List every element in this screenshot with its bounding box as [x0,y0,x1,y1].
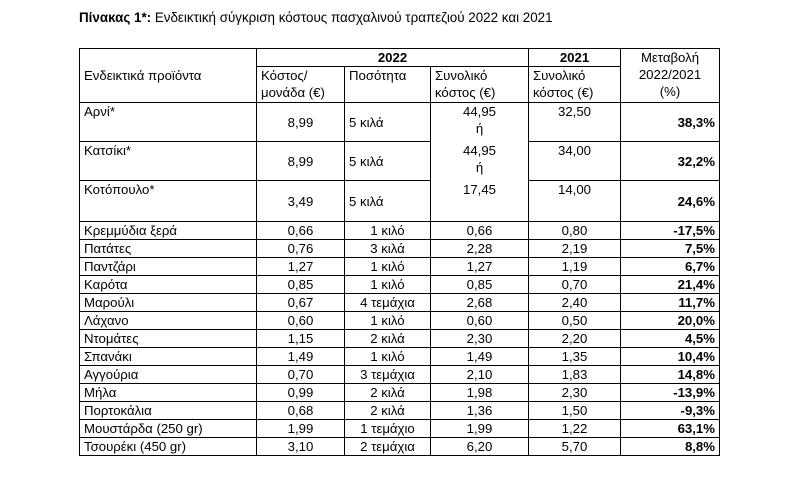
unit-cost-cell [257,103,345,142]
header-unit-cost-line1: Κόστος/ [261,68,308,83]
header-total-2021-line1: Συνολικό [533,68,586,83]
unit-cost-cell [257,142,345,181]
total-cell: 1,36 [431,402,529,420]
header-total-2022-line2: κόστος (€) [435,85,496,100]
product-cell: Μαρούλι [80,294,257,312]
total-value: 17,45 [462,181,496,197]
unit-cost-cell: 1,15 [257,330,345,348]
cost-comparison-table [79,48,720,456]
quantity-cell: 2 κιλά [345,330,431,348]
table-row [80,276,720,294]
table-row [80,294,720,312]
quantity-cell: 3 τεμάχια [345,366,431,384]
change-cell [621,142,720,181]
table-row [80,312,720,330]
product-cell: Παντζάρι [80,258,257,276]
header-total-2022 [431,67,529,103]
header-change-line2: 2022/2021 [638,67,702,82]
product-cell: Κατσίκι* [80,142,257,181]
product-cell: Τσουρέκι (450 gr) [80,438,257,456]
table-row [80,438,720,456]
header-2022: 2022 [257,49,529,67]
quantity-cell: 1 κιλό [345,276,431,294]
total-cell: 2,30 [431,330,529,348]
product-cell: Πατάτες [80,240,257,258]
table-row [80,240,720,258]
unit-cost-cell: 0,60 [257,312,345,330]
total-2021-cell: 1,22 [529,420,621,438]
table-row [80,142,720,181]
table-row [80,103,720,142]
change-cell: -17,5% [621,222,720,240]
change-cell: 4,5% [621,330,720,348]
product-cell: Αγγούρια [80,366,257,384]
unit-cost-cell: 0,67 [257,294,345,312]
total-or: ή [475,159,484,175]
unit-cost-value: 3,49 [287,193,314,209]
total-2021-cell: 0,80 [529,222,621,240]
quantity-value: 5 κιλά [349,193,384,209]
unit-cost-cell: 0,68 [257,402,345,420]
table-row [80,330,720,348]
quantity-cell: 4 τεμάχια [345,294,431,312]
total-cell: 1,98 [431,384,529,402]
product-cell: Αρνί* [80,103,257,142]
total-2021-cell: 2,19 [529,240,621,258]
table-row [80,348,720,366]
unit-cost-cell [257,181,345,222]
quantity-cell: 2 κιλά [345,384,431,402]
unit-cost-cell: 1,99 [257,420,345,438]
header-change-line3: (%) [659,84,681,99]
total-cell: 2,28 [431,240,529,258]
quantity-value: 5 κιλά [349,153,384,169]
total-cell: 1,99 [431,420,529,438]
table-caption [79,10,553,25]
caption-label: Πίνακας 1*: [79,10,152,25]
total-value: 44,95 [462,142,496,158]
change-cell [621,181,720,222]
product-cell: Ντομάτες [80,330,257,348]
unit-cost-cell: 0,85 [257,276,345,294]
total-2021-cell: 32,50 [529,103,621,142]
change-cell [621,103,720,142]
total-cell: 0,66 [431,222,529,240]
change-value: 32,2% [677,153,715,169]
unit-cost-cell: 1,27 [257,258,345,276]
quantity-cell [345,181,431,222]
quantity-cell: 1 κιλό [345,258,431,276]
total-cell [431,181,529,222]
total-2021-cell: 5,70 [529,438,621,456]
quantity-value: 5 κιλά [349,114,384,130]
product-cell: Σπανάκι [80,348,257,366]
product-cell: Λάχανο [80,312,257,330]
change-value: 24,6% [677,193,715,209]
header-quantity: Ποσότητα [345,67,431,103]
unit-cost-cell: 0,70 [257,366,345,384]
total-2021-cell: 1,35 [529,348,621,366]
unit-cost-value: 8,99 [287,153,314,169]
total-cell: 2,10 [431,366,529,384]
table-row [80,222,720,240]
change-cell: -13,9% [621,384,720,402]
total-2021-cell: 2,30 [529,384,621,402]
total-2021-cell: 0,50 [529,312,621,330]
change-cell: 21,4% [621,276,720,294]
product-cell: Κρεμμύδια ξερά [80,222,257,240]
header-total-2021-line2: κόστος (€) [533,85,594,100]
header-product: Ενδεικτικά προϊόντα [80,67,257,103]
unit-cost-cell: 0,66 [257,222,345,240]
table-row [80,384,720,402]
header-unit-cost-line2: μονάδα (€) [261,85,325,100]
total-2021-cell: 1,50 [529,402,621,420]
total-cell [431,103,529,142]
header-unit-cost [257,67,345,103]
table-row [80,366,720,384]
unit-cost-value: 8,99 [287,114,314,130]
table-row [80,258,720,276]
total-cell: 1,49 [431,348,529,366]
quantity-cell: 1 κιλό [345,348,431,366]
header-total-2021 [529,67,621,103]
change-cell: 6,7% [621,258,720,276]
product-cell: Πορτοκάλια [80,402,257,420]
total-or: ή [475,121,484,136]
table-row [80,181,720,222]
total-cell: 0,60 [431,312,529,330]
header-row-years [80,49,720,67]
change-value: 38,3% [677,114,715,130]
unit-cost-cell: 3,10 [257,438,345,456]
unit-cost-cell: 0,99 [257,384,345,402]
quantity-cell [345,103,431,142]
unit-cost-cell: 0,76 [257,240,345,258]
total-2021-cell: 1,19 [529,258,621,276]
header-total-2022-line1: Συνολικό [435,68,488,83]
total-value: 44,95 [462,104,496,119]
change-cell: 14,8% [621,366,720,384]
total-2021-cell: 0,70 [529,276,621,294]
total-2021-cell: 14,00 [529,181,621,222]
total-cell: 2,68 [431,294,529,312]
quantity-cell: 3 κιλά [345,240,431,258]
quantity-cell [345,142,431,181]
quantity-cell: 1 τεμάχιο [345,420,431,438]
change-cell: 11,7% [621,294,720,312]
total-cell: 0,85 [431,276,529,294]
unit-cost-cell: 1,49 [257,348,345,366]
quantity-cell: 2 κιλά [345,402,431,420]
total-2021-cell: 2,40 [529,294,621,312]
total-cell: 1,27 [431,258,529,276]
product-cell: Καρότα [80,276,257,294]
header-change [621,49,720,103]
product-cell: Μουστάρδα (250 gr) [80,420,257,438]
header-change-line1: Μεταβολή [640,50,700,65]
total-2021-cell: 1,83 [529,366,621,384]
table-row [80,420,720,438]
caption-text: Ενδεικτική σύγκριση κόστους πασχαλινού τραπεζιού 2022 και 2021 [151,10,553,25]
total-2021-cell: 2,20 [529,330,621,348]
change-cell: -9,3% [621,402,720,420]
product-cell: Κοτόπουλο* [80,181,257,222]
change-cell: 63,1% [621,420,720,438]
header-2021: 2021 [529,49,621,67]
quantity-cell: 1 κιλό [345,312,431,330]
change-cell: 7,5% [621,240,720,258]
change-cell: 8,8% [621,438,720,456]
total-2021-cell: 34,00 [529,142,621,181]
product-cell: Μήλα [80,384,257,402]
quantity-cell: 1 κιλό [345,222,431,240]
change-cell: 10,4% [621,348,720,366]
quantity-cell: 2 τεμάχια [345,438,431,456]
change-cell: 20,0% [621,312,720,330]
table-row [80,402,720,420]
total-cell [431,142,529,181]
total-cell: 6,20 [431,438,529,456]
